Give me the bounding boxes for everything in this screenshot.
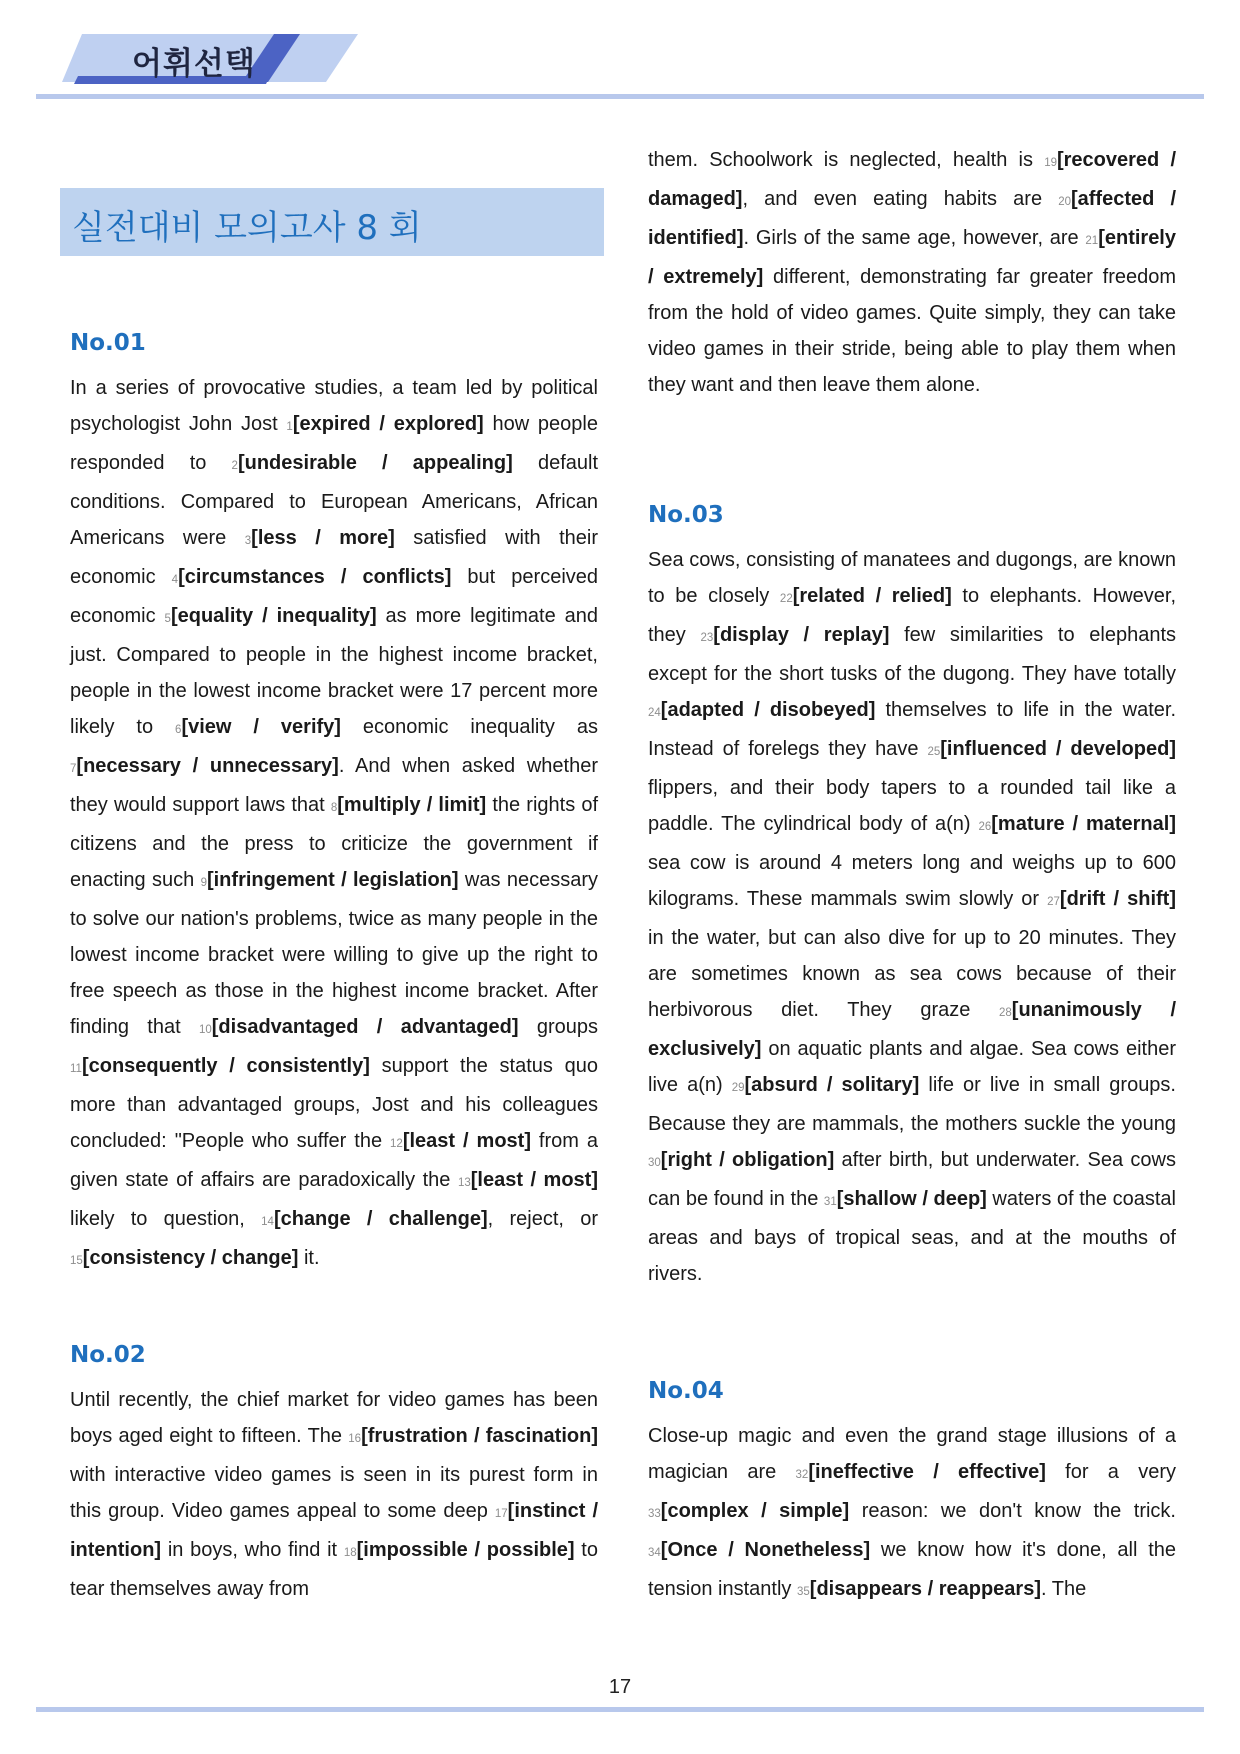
vocab-choice <box>732 1074 920 1096</box>
vocab-choice <box>796 1461 1046 1483</box>
vocab-choice <box>780 585 952 607</box>
passage-segment: . Girls of the same age, however, are <box>743 227 1086 249</box>
question-number: 10 <box>198 1024 212 1036</box>
vocab-choice <box>797 1578 1041 1600</box>
choice-bracket: [view / verify] <box>181 716 341 738</box>
passage-segment: Sea cows, consisting of manatees and dugongs, are known to be closely <box>648 549 1176 607</box>
vocab-choice <box>701 624 890 646</box>
question-number: 23 <box>700 632 714 644</box>
choice-bracket: [equality / inequality] <box>170 605 377 627</box>
passage-segment: the rights of citizens and the press to criticize the government if enacting such <box>70 794 599 891</box>
exam-title-box <box>60 188 604 256</box>
choice-bracket: [circumstances / conflicts] <box>178 566 452 588</box>
vocab-choice <box>286 413 483 435</box>
question-number: 2 <box>231 460 238 472</box>
choice-bracket: [entirely / extremely] <box>648 227 1176 288</box>
page-number: 17 <box>608 1676 632 1698</box>
passage-segment: satisfied with their economic <box>70 527 599 588</box>
question-number: 27 <box>1047 896 1060 908</box>
passage-segment: after birth, but underwater. Sea cows can be found in the <box>648 1149 1176 1210</box>
passage-segment: in boys, who find it <box>161 1539 344 1561</box>
question-number: 22 <box>779 593 793 605</box>
question-number: 7 <box>70 763 77 775</box>
section-label: No.03 <box>648 502 724 528</box>
passage-segment: likely to question, <box>70 1208 262 1230</box>
passage-segment: it. <box>298 1247 320 1269</box>
choice-bracket: [necessary / unnecessary] <box>76 755 339 777</box>
passage-segment: In a series of provocative studies, a team led by political psychologist John Jost <box>70 377 598 435</box>
vocab-choice <box>70 755 339 777</box>
passage-text <box>70 370 598 1279</box>
question-number: 30 <box>648 1157 661 1169</box>
passage-segment: economic inequality as <box>340 716 598 738</box>
question-number: 13 <box>457 1177 471 1189</box>
passage-segment: Until recently, the chief market for video games has been boys aged eight to fifteen. The <box>70 1389 598 1447</box>
choice-bracket: [change / challenge] <box>273 1208 488 1230</box>
vocab-choice <box>458 1169 598 1191</box>
passage-segment: few similarities to elephants except for the short tusks of the dugong. They have totally <box>648 624 1177 685</box>
vocab-choice <box>348 1425 598 1447</box>
passage-segment: but perceived economic <box>70 566 599 627</box>
vocab-choice <box>165 605 377 627</box>
question-number: 28 <box>999 1007 1012 1019</box>
vocab-choice <box>1047 888 1176 910</box>
question-number: 21 <box>1085 235 1099 247</box>
passage-segment: default conditions. Compared to European Americans, African Americans were <box>70 452 598 549</box>
passage-segment: from a given state of affairs are paradoxically the <box>70 1130 599 1191</box>
choice-bracket: [consequently / consistently] <box>81 1055 370 1077</box>
choice-bracket: [adapted / disobeyed] <box>660 699 876 721</box>
passage-segment: different, demonstrating far greater freedom from the hold of video games. Quite simply, they can take video games in their stride, being able to play them when they want and then leave them alone. <box>648 266 1177 396</box>
passage-text <box>648 542 1176 1292</box>
passage-segment: , reject, or <box>487 1208 598 1230</box>
section-no03 <box>648 502 1176 1292</box>
question-number: 26 <box>978 821 992 833</box>
question-number: 11 <box>70 1063 82 1075</box>
passage-segment: with interactive video games is seen in its purest form in this group. Video games appeal to some deep <box>70 1464 598 1522</box>
question-number: 14 <box>261 1216 274 1228</box>
footer-divider <box>36 1707 1204 1712</box>
section-no02 <box>70 1342 598 1607</box>
choice-bracket: [expired / explored] <box>292 413 484 435</box>
vocab-choice <box>978 813 1176 835</box>
passage-segment: for a very <box>1045 1461 1176 1483</box>
choice-bracket: [consistency / change] <box>82 1247 299 1269</box>
question-number: 19 <box>1044 157 1057 169</box>
question-number: 6 <box>175 724 182 736</box>
passage-text <box>70 1382 598 1607</box>
passage-segment: groups <box>518 1016 598 1038</box>
question-number: 5 <box>164 613 171 625</box>
vocab-choice <box>331 794 486 816</box>
vocab-choice <box>648 1539 870 1561</box>
question-number: 32 <box>795 1469 809 1481</box>
choice-bracket: [right / obligation] <box>660 1149 835 1171</box>
header-divider <box>36 94 1204 99</box>
question-number: 20 <box>1058 196 1071 208</box>
passage-segment: , and even eating habits are <box>742 188 1059 210</box>
passage-segment: how people responded to <box>70 413 598 474</box>
choice-bracket: [affected / identified] <box>648 188 1176 249</box>
passage-segment: to tear themselves away from <box>70 1539 598 1600</box>
question-number: 9 <box>200 877 207 889</box>
choice-bracket: [disappears / reappears] <box>809 1578 1041 1600</box>
passage-segment: was necessary to solve our nation's problems, twice as many people in the lowest income bracket were willing to give up the right to free speech as those in the highest income bracket. After finding that <box>70 869 598 1038</box>
choice-bracket: [ineffective / effective] <box>808 1461 1046 1483</box>
choice-bracket: [unanimously / exclusively] <box>648 999 1177 1060</box>
choice-bracket: [drift / shift] <box>1059 888 1176 910</box>
question-number: 12 <box>390 1138 403 1150</box>
choice-bracket: [least / most] <box>470 1169 598 1191</box>
question-number: 25 <box>927 746 941 758</box>
passage-segment: to elephants. However, they <box>648 585 1177 646</box>
header-tab-label: 어휘선택 <box>132 46 256 82</box>
choice-bracket: [display / replay] <box>713 624 890 646</box>
vocab-choice <box>70 1247 298 1269</box>
passage-segment: life or live in small groups. Because they are mammals, the mothers suckle the young <box>648 1074 1176 1135</box>
vocab-choice <box>824 1188 987 1210</box>
passage-segment: reason: we don't know the trick. <box>849 1500 1176 1522</box>
passage-segment: flippers, and their body tapers to a rounded tail like a paddle. The cylindrical body of a(n) <box>648 777 1176 835</box>
choice-bracket: [instinct / intention] <box>70 1500 598 1561</box>
question-number: 35 <box>796 1586 810 1598</box>
vocab-choice <box>648 699 875 721</box>
choice-bracket: [impossible / possible] <box>356 1539 575 1561</box>
question-number: 34 <box>648 1547 661 1559</box>
question-number: 8 <box>330 802 338 814</box>
question-number: 4 <box>171 574 179 586</box>
question-number: 31 <box>823 1196 837 1208</box>
vocab-choice <box>172 566 452 588</box>
passage-segment: in the water, but can also dive for up to 20 minutes. They are sometimes known as sea cows because of their herbivorous diet. They graze <box>648 927 1176 1021</box>
question-number: 3 <box>244 535 252 547</box>
vocab-choice <box>927 738 1176 760</box>
passage-segment: sea cow is around 4 meters long and weighs up to 600 kilograms. These mammals swim slowly or <box>648 852 1176 910</box>
passage-segment: support the status quo more than advantaged groups, Jost and his colleagues concluded: "People who suffer the <box>70 1055 599 1152</box>
passage-segment: Close-up magic and even the grand stage illusions of a magician are <box>648 1425 1176 1483</box>
passage-text <box>648 1418 1176 1610</box>
vocab-choice <box>261 1208 488 1230</box>
question-number: 15 <box>70 1255 83 1267</box>
section-label: No.02 <box>70 1342 146 1368</box>
vocab-choice <box>199 1016 519 1038</box>
passage-text <box>648 142 1176 403</box>
choice-bracket: [related / relied] <box>792 585 952 607</box>
vocab-choice <box>390 1130 531 1152</box>
vocab-choice <box>70 1055 370 1077</box>
choice-bracket: [recovered / damaged] <box>648 149 1177 210</box>
passage-segment: waters of the coastal areas and bays of tropical seas, and at the mouths of rivers. <box>648 1188 1176 1285</box>
passage-segment: we know how it's done, all the tension instantly <box>648 1539 1176 1600</box>
choice-bracket: [disadvantaged / advantaged] <box>211 1016 519 1038</box>
choice-bracket: [least / most] <box>402 1130 531 1152</box>
choice-bracket: [absurd / solitary] <box>744 1074 920 1096</box>
passage-segment: themselves to life in the water. Instead of forelegs they have <box>648 699 1176 760</box>
vocab-choice <box>648 1149 834 1171</box>
passage-segment: them. Schoolwork is neglected, health is <box>648 149 1045 171</box>
choice-bracket: [multiply / limit] <box>337 794 487 816</box>
choice-bracket: [mature / maternal] <box>991 813 1176 835</box>
question-number: 18 <box>343 1547 357 1559</box>
vocab-choice <box>648 1500 849 1522</box>
question-number: 24 <box>648 707 661 719</box>
section-no02-continued <box>648 142 1176 403</box>
vocab-choice <box>175 716 341 738</box>
choice-bracket: [less / more] <box>251 527 395 549</box>
vocab-choice <box>201 869 459 891</box>
exam-title: 실전대비 모의고사 8 회 <box>72 208 422 248</box>
passage-segment: . The <box>1041 1578 1087 1600</box>
question-number: 17 <box>494 1508 508 1520</box>
section-no01 <box>70 330 598 1279</box>
section-no04 <box>648 1378 1176 1610</box>
choice-bracket: [shallow / deep] <box>836 1188 987 1210</box>
question-number: 33 <box>648 1508 661 1520</box>
choice-bracket: [infringement / legislation] <box>206 869 459 891</box>
question-number: 1 <box>286 421 293 433</box>
vocab-choice <box>245 527 395 549</box>
choice-bracket: [complex / simple] <box>660 1500 850 1522</box>
passage-segment: . And when asked whether they would support laws that <box>70 755 598 816</box>
choice-bracket: [frustration / fascination] <box>361 1425 598 1447</box>
passage-segment: on aquatic plants and algae. Sea cows either live a(n) <box>648 1038 1176 1096</box>
choice-bracket: [undesirable / appealing] <box>237 452 513 474</box>
question-number: 16 <box>348 1433 362 1445</box>
passage-segment: as more legitimate and just. Compared to people in the highest income bracket, people in the lowest income bracket were 17 percent more likely to <box>70 605 598 738</box>
section-label: No.04 <box>648 1378 724 1404</box>
question-number: 29 <box>731 1082 745 1094</box>
section-label: No.01 <box>70 330 146 356</box>
vocab-choice <box>232 452 513 474</box>
choice-bracket: [influenced / developed] <box>940 738 1176 760</box>
choice-bracket: [Once / Nonetheless] <box>660 1539 871 1561</box>
vocab-choice <box>344 1539 575 1561</box>
